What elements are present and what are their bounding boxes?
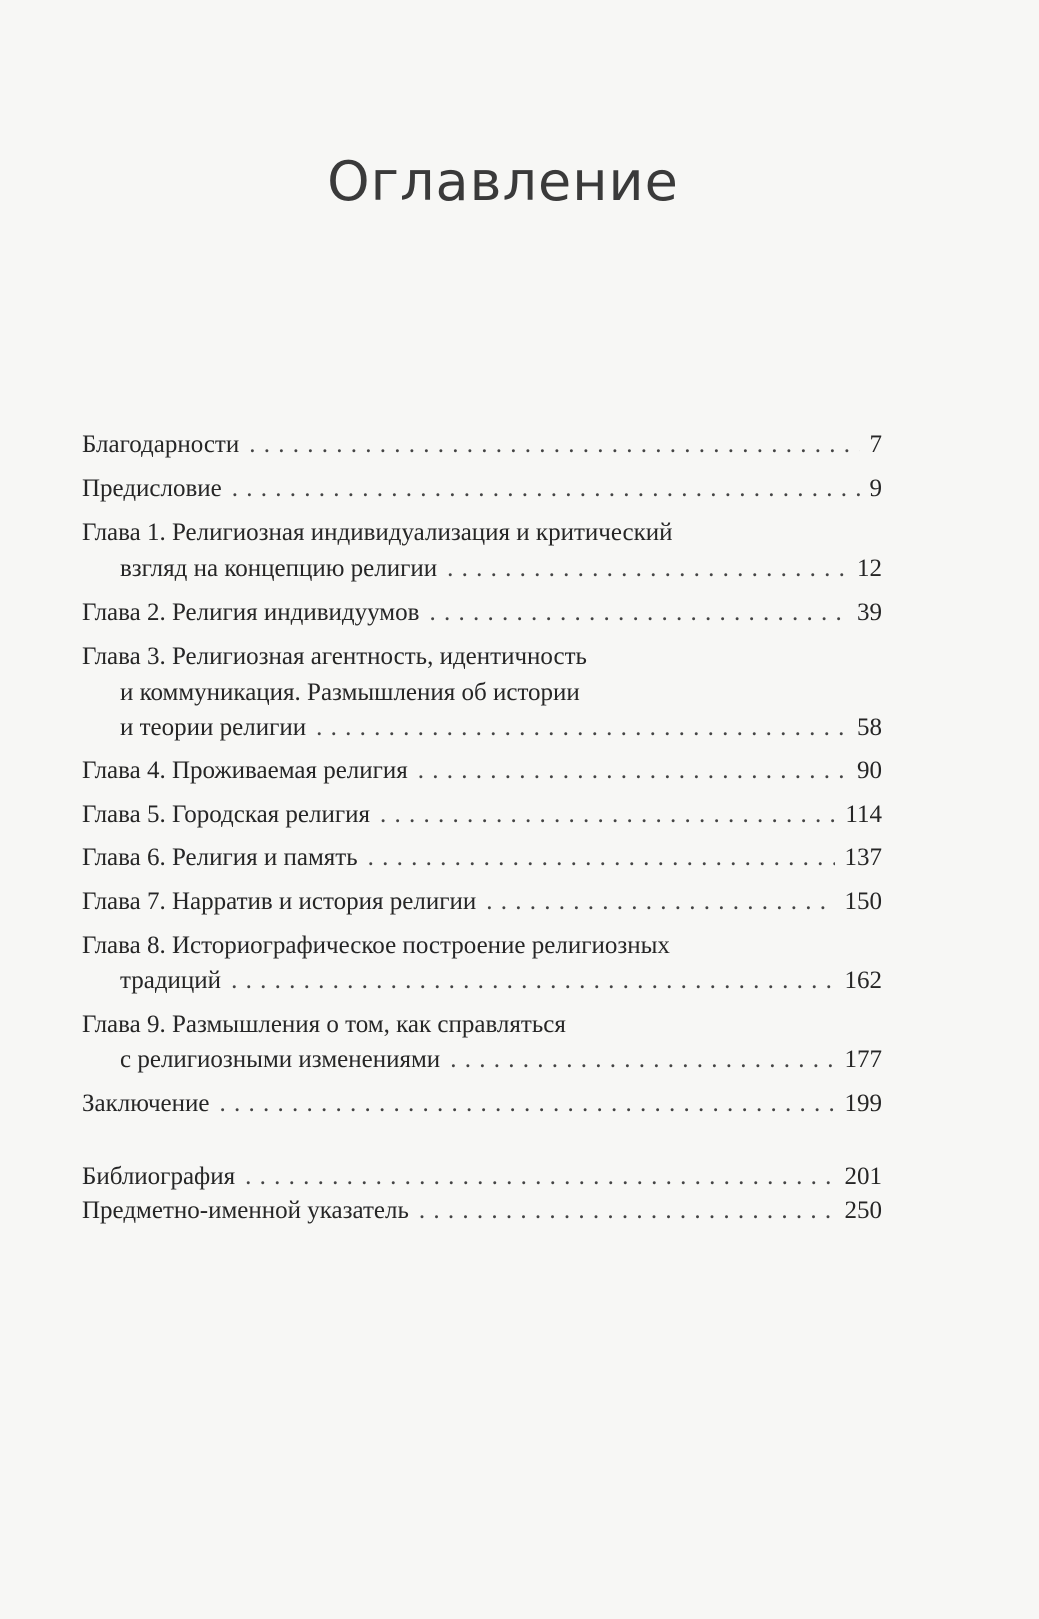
toc-entry-line[interactable] (82, 929, 882, 963)
toc-entry-title: Глава 1. Религиозная индивидуализация и критический (82, 519, 673, 546)
toc-entry[interactable] (82, 1194, 882, 1228)
toc-entry-title: Глава 6. Религия и память (82, 844, 358, 871)
leader-dots (447, 552, 847, 586)
toc-entry-title: Библиография (82, 1163, 236, 1190)
page-title: Оглавление (327, 150, 679, 213)
toc-entry[interactable] (120, 964, 882, 998)
toc-entry-title: Благодарности (82, 431, 240, 458)
leader-dots (419, 1194, 835, 1228)
leader-dots (220, 1087, 835, 1121)
toc-page-number: 137 (844, 844, 882, 871)
toc-entry-title-continued: и коммуникация. Размышления об истории (120, 679, 580, 706)
toc-entry[interactable] (82, 1160, 882, 1194)
toc-page-number: 39 (857, 599, 882, 626)
leader-dots (232, 472, 860, 506)
toc-entry[interactable] (82, 885, 882, 919)
toc-entry[interactable] (120, 711, 882, 745)
toc-entry-title: Глава 8. Историографическое построение религиозных (82, 932, 670, 959)
leader-dots (418, 754, 847, 788)
leader-dots (231, 964, 834, 998)
toc-entry-title: Глава 2. Религия индивидуумов (82, 599, 420, 626)
toc-entry-title: Предметно-именной указатель (82, 1197, 409, 1224)
toc-entry-line[interactable] (82, 1008, 882, 1042)
toc-entry[interactable] (82, 1087, 882, 1121)
toc-entry[interactable] (82, 472, 882, 506)
toc-page-number: 250 (844, 1197, 882, 1224)
toc-entry[interactable] (82, 841, 882, 875)
toc-entry-title-continued: взгляд на концепцию религии (120, 555, 438, 582)
toc-entry[interactable] (82, 754, 882, 788)
toc-entry-title: Глава 4. Проживаемая религия (82, 757, 408, 784)
toc-entry[interactable] (82, 428, 882, 462)
toc-entry-title: Глава 3. Религиозная агентность, идентичность (82, 643, 587, 670)
toc-page-number: 162 (844, 967, 882, 994)
leader-dots (486, 885, 834, 919)
toc-page-number: 199 (844, 1090, 882, 1117)
toc-entry-title: Глава 7. Нарратив и история религии (82, 888, 477, 915)
toc-entry-title: Предисловие (82, 475, 222, 502)
toc-entry-title-continued: традиций (120, 967, 222, 994)
toc-entry-line[interactable] (82, 640, 882, 674)
toc-page-number: 58 (857, 714, 882, 741)
toc-entry[interactable] (82, 798, 882, 832)
toc-page-number: 9 (869, 475, 882, 502)
leader-dots (368, 841, 835, 875)
leader-dots (450, 1043, 834, 1077)
leader-dots (245, 1160, 834, 1194)
leader-dots (316, 711, 847, 745)
toc-entry[interactable] (82, 596, 882, 630)
toc-entry-title-continued: и теории религии (120, 714, 307, 741)
toc-entry[interactable] (120, 552, 882, 586)
toc-page-number: 177 (844, 1046, 882, 1073)
toc-page-number: 12 (857, 555, 882, 582)
toc-page-number: 7 (869, 431, 882, 458)
toc-page-number: 201 (844, 1163, 882, 1190)
toc-entry-title: Заключение (82, 1090, 210, 1117)
toc-entry[interactable] (120, 1043, 882, 1077)
leader-dots (249, 428, 859, 462)
toc-entry-title-continued: с религиозными изменениями (120, 1046, 441, 1073)
toc-entry-line[interactable] (120, 676, 882, 710)
leader-dots (429, 596, 847, 630)
toc-page-number: 90 (857, 757, 882, 784)
leader-dots (380, 798, 835, 832)
toc-entry-title: Глава 9. Размышления о том, как справляться (82, 1011, 566, 1038)
toc-entry-title: Глава 5. Городская религия (82, 801, 371, 828)
toc-page-number: 150 (844, 888, 882, 915)
toc-page-number: 114 (845, 801, 882, 828)
toc-entry-line[interactable] (82, 516, 882, 550)
